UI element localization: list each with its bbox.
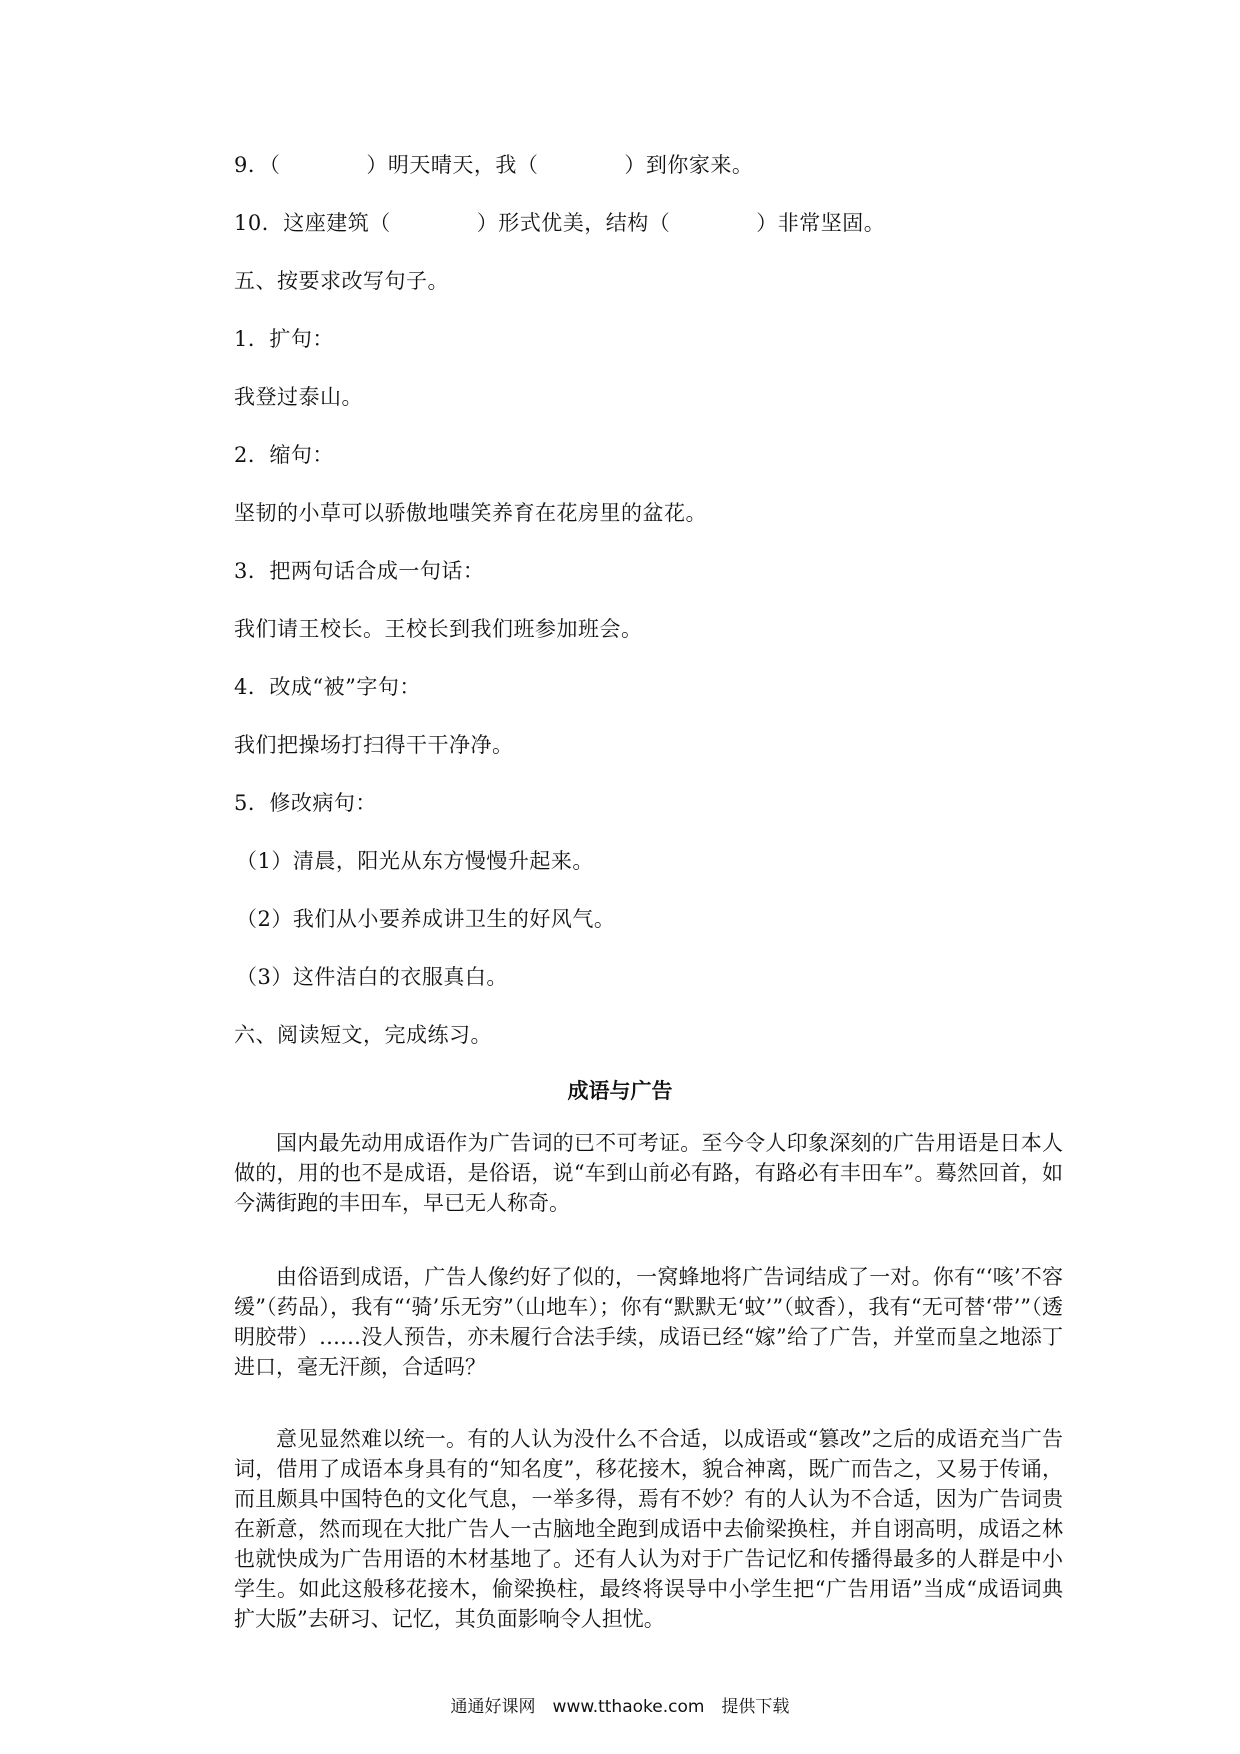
task-passive-sentence: 4．改成“被”字句： <box>234 675 421 699</box>
section-6-heading: 六、阅读短文，完成练习。 <box>234 1023 492 1047</box>
fix-sentence-1: （1）清晨，阳光从东方慢慢升起来。 <box>236 849 594 873</box>
task-combine-sentences: 3．把两句话合成一句话： <box>234 559 485 583</box>
article-paragraph-2: 由俗语到成语，广告人像约好了似的，一窝蜂地将广告词结成了一对。你有“‘咳’不容缓”（药品），我有“‘骑’乐无穷”（山地车）；你有“默默无‘蚊’”（蚊香），我有“无可替‘带’”（透明胶带）……没人预告，亦未履行合法手续，成语已经“嫁”给了广告，并堂而皇之地添丁进口，毫无汗颜，合适吗？ <box>234 1265 1063 1379</box>
task-expand-sentence: 1．扩句： <box>234 327 334 351</box>
article-paragraph-1: 国内最先动用成语作为广告词的已不可考证。至今令人印象深刻的广告用语是日本人做的，用的也不是成语，是俗语，说“车到山前必有路，有路必有丰田车”。蓦然回首，如今满街跑的丰田车，早已无人称奇。 <box>234 1131 1063 1215</box>
fix-sentence-3: （3）这件洁白的衣服真白。 <box>236 965 508 989</box>
section-5-heading: 五、按要求改写句子。 <box>234 269 449 293</box>
page-footer: 通通好课网 www.tthaoke.com 提供下载 <box>450 1697 790 1717</box>
article-paragraph-3: 意见显然难以统一。有的人认为没什么不合适，以成语或“篡改”之后的成语充当广告词，借用了成语本身具有的“知名度”，移花接木，貌合神离，既广而告之，又易于传诵，而且颇具中国特色的文化气息，一举多得，焉有不妙？有的人认为不合适，因为广告词贵在新意，然而现在大批广告人一古脑地全跑到成语中去偷梁换柱，并自诩高明，成语之林也就快成为广告用语的木材基地了。还有人认为对于广告记忆和传播得最多的人群是中小学生。如此这般移花接木，偷梁换柱，最终将误导中小学生把“广告用语”当成“成语词典扩大版”去研习、记忆，其负面影响令人担忧。 <box>234 1427 1063 1631</box>
question-10: 10．这座建筑（ ）形式优美，结构（ ）非常坚固。 <box>234 211 886 235</box>
question-9: 9．（ ）明天晴天，我（ ）到你家来。 <box>234 153 754 177</box>
task-fix-sentences: 5．修改病句： <box>234 791 377 815</box>
task-combine-sentences-text: 我们请王校长。王校长到我们班参加班会。 <box>234 617 643 641</box>
task-shorten-sentence-text: 坚韧的小草可以骄傲地嗤笑养育在花房里的盆花。 <box>234 501 707 525</box>
fix-sentence-2: （2）我们从小要养成讲卫生的好风气。 <box>236 907 616 931</box>
task-passive-sentence-text: 我们把操场打扫得干干净净。 <box>234 733 514 757</box>
article-title: 成语与广告 <box>567 1079 673 1103</box>
task-expand-sentence-text: 我登过泰山。 <box>234 385 363 409</box>
task-shorten-sentence: 2．缩句： <box>234 443 334 467</box>
